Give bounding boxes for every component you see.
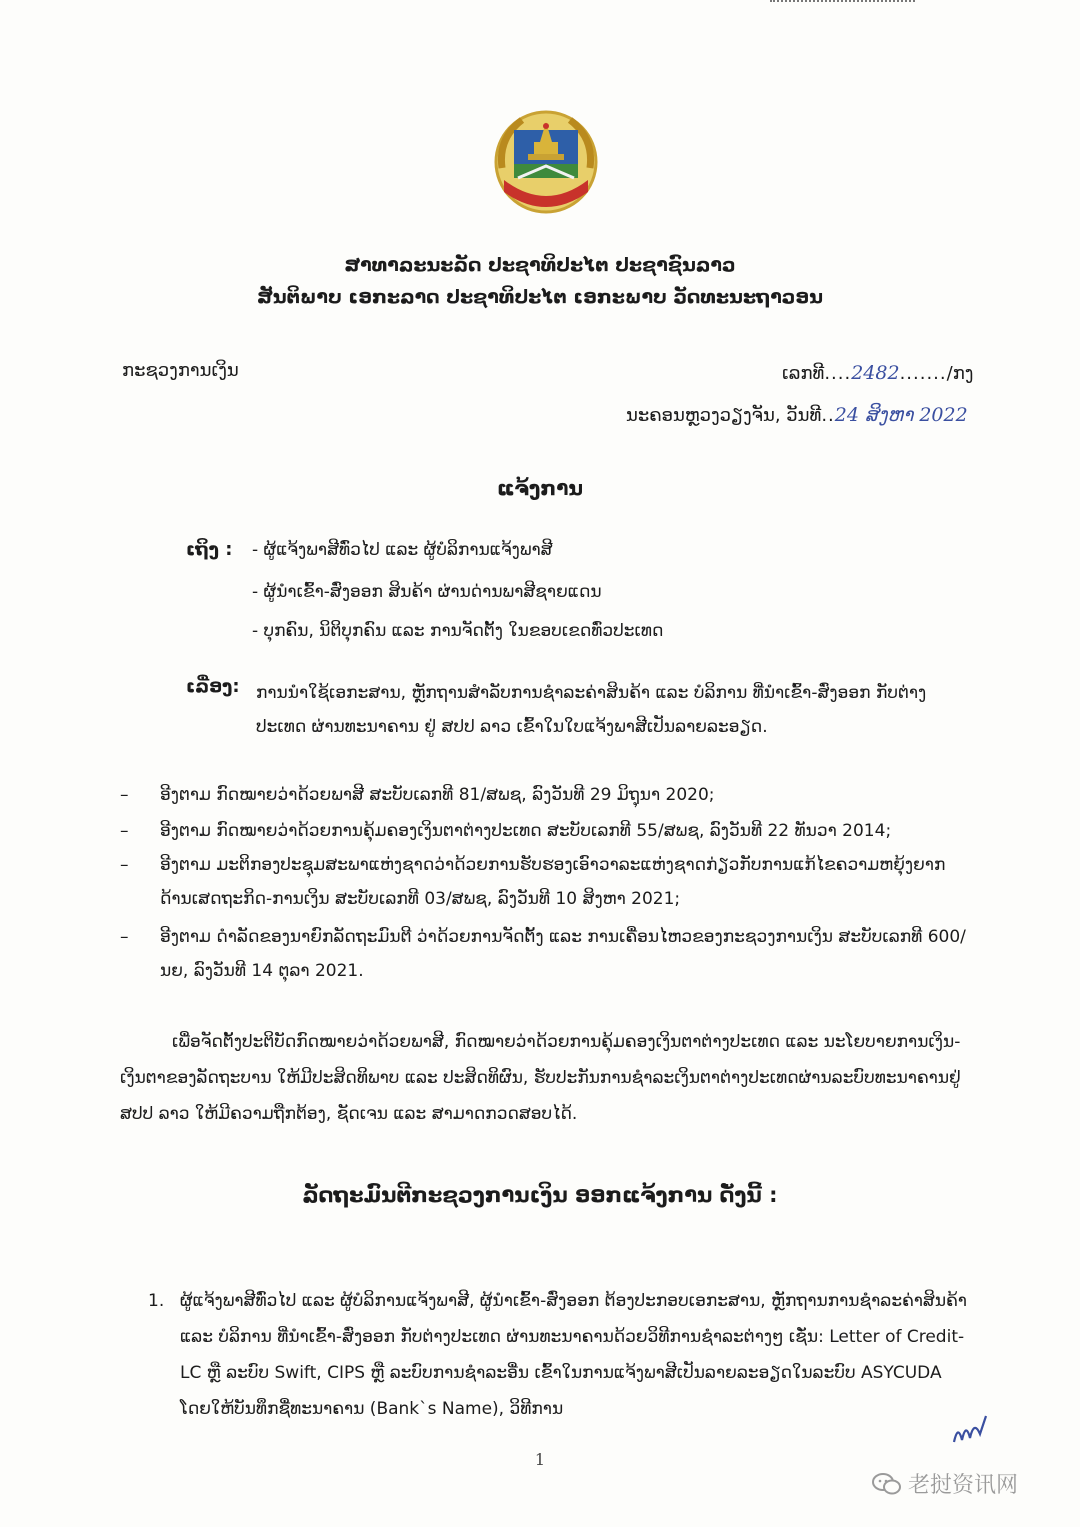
ministry-name: ກະຊວງການເງິນ	[122, 360, 239, 381]
legal-reference-4: – ອີງຕາມ ດໍາລັດຂອງນາຍົກລັດຖະມົນຕີ ວ່າດ້ວຍການຈັດຕັ້ງ ແລະ ການເຄື່ອນໄຫວຂອງກະຊວງການເງິນ ສະບັບເລກທີ 600/ນຍ, ລົງວັນທີ 14 ຕຸລາ 2021.	[120, 927, 966, 981]
reference-label: ເລກທີ	[782, 363, 825, 384]
handwritten-date: 24 ສິງຫາ 2022	[834, 404, 968, 426]
page-number: 1	[534, 1450, 546, 1469]
to-item-1: - ຜູ້ແຈ້ງພາສີທົ່ວໄປ ແລະ ຜູ້ບໍລິການແຈ້ງພາສີ	[252, 540, 553, 560]
header-motto: ສັນຕິພາບ ເອກະລາດ ປະຊາທິປະໄຕ ເອກະພາບ ວັດທະນະຖາວອນ	[257, 286, 823, 308]
to-label: ເຖິງ :	[186, 539, 233, 560]
numbered-item-1	[148, 1283, 970, 1427]
legal-reference-1: – ອີງຕາມ ກົດໝາຍວ່າດ້ວຍພາສີ ສະບັບເລກທີ 81/ສພຊ, ລົງວັນທີ 29 ມິຖຸນາ 2020;	[120, 785, 715, 805]
handwritten-initials-icon	[950, 1412, 990, 1448]
main-heading: ລັດຖະມົນຕີກະຊວງການເງິນ ອອກແຈ້ງການ ດັ່ງນີ້ :	[302, 1183, 778, 1207]
top-edge-mark	[770, 0, 915, 5]
legal-reference-2: – ອີງຕາມ ກົດໝາຍວ່າດ້ວຍການຄຸ້ມຄອງເງິນຕາຕ່າງປະເທດ ສະບັບເລກທີ 55/ສພຊ, ລົງວັນທີ 22 ທັນວາ 2014;	[120, 821, 892, 841]
national-emblem-icon	[488, 108, 604, 216]
notice-title: ແຈ້ງການ	[496, 476, 584, 500]
place-label: ນະຄອນຫຼວງວຽງຈັນ, ວັນທີ	[626, 405, 822, 426]
reference-number-line: ເລກທີ....2482......./ກງ	[782, 362, 974, 384]
item-text: ຜູ້ແຈ້ງພາສີທົ່ວໄປ ແລະ ຜູ້ບໍລິການແຈ້ງພາສີ, ຜູ້ນໍາເຂົ້າ-ສົ່ງອອກ ຕ້ອງປະກອບເອກະສານ, ຫຼັກຖານການຊໍາລະຄ່າສິນຄ້າ ແລະ ບໍລິການ ທີ່ນໍາເຂົ້າ-ສົ່ງອອກ ກັບຕ່າງປະເທດ ຜ່ານທະນາຄານດ້ວຍວິທີການຊໍາລະຕ່າງໆ ເຊັ່ນ: Letter of Credit-LC ຫຼື ລະບົບ Swift, CIPS ຫຼື ລະບົບການຊໍາລະອື່ນ ເຂົ້າໃນການແຈ້ງພາສີເປັນລາຍລະອຽດໃນລະບົບ ASYCUDA ໂດຍໃຫ້ບັນທຶກຊື່ທະນາຄານ (Bank`s Name), ວິທີການ	[180, 1291, 967, 1419]
to-item-2: - ຜູ້ນໍາເຂົ້າ-ສົ່ງອອກ ສິນຄ້າ ຜ່ານດ່ານພາສີຊາຍແດນ	[252, 582, 602, 602]
reference-suffix: /ກງ	[946, 363, 974, 384]
source-watermark	[872, 1468, 1018, 1499]
header-republic-name: ສາທາລະນະລັດ ປະຊາທິປະໄຕ ປະຊາຊົນລາວ	[344, 254, 736, 276]
watermark-text: 老挝资讯网	[908, 1473, 1019, 1498]
legal-reference-3: – ອີງຕາມ ມະຕິກອງປະຊຸມສະພາແຫ່ງຊາດວ່າດ້ວຍການຮັບຮອງເອົາວາລະແຫ່ງຊາດກ່ຽວກັບການແກ້ໄຂຄວາມຫຍຸ້ງຍາກດ້ານເສດຖະກິດ-ການເງິນ ສະບັບເລກທີ 03/ສພຊ, ລົງວັນທີ 10 ສິງຫາ 2021;	[120, 855, 946, 909]
place-date-line: ນະຄອນຫຼວງວຽງຈັນ, ວັນທີ..24 ສິງຫາ 2022	[626, 404, 968, 426]
to-item-3: - ບຸກຄົນ, ນິຕິບຸກຄົນ ແລະ ການຈັດຕັ້ງ ໃນຂອບເຂດທົ່ວປະເທດ	[252, 621, 664, 641]
subject-text: ການນໍາໃຊ້ເອກະສານ, ຫຼັກຖານສໍາລັບການຊໍາລະຄ່າສິນຄ້າ ແລະ ບໍລິການ ທີ່ນໍາເຂົ້າ-ສົ່ງອອກ ກັບຕ່າງປະເທດ ຜ່ານທະນາຄານ ຢູ່ ສປປ ລາວ ເຂົ້າໃນໃບແຈ້ງພາສີເປັນລາຍລະອຽດ.	[256, 683, 927, 737]
item-number: 1.	[148, 1291, 165, 1311]
chat-bubbles-icon	[872, 1471, 902, 1497]
subject-label: ເລື່ອງ:	[186, 676, 240, 697]
purpose-paragraph: ເພື່ອຈັດຕັ້ງປະຕິບັດກົດໝາຍວ່າດ້ວຍພາສີ, ກົດໝາຍວ່າດ້ວຍການຄຸ້ມຄອງເງິນຕາຕ່າງປະເທດ ແລະ ນະໂຍບາຍການເງິນ-ເງິນຕາຂອງລັດຖະບານ ໃຫ້ມີປະສິດທິພາບ ແລະ ປະສິດທິຜົນ, ຮັບປະກັນການຊໍາລະເງິນຕາຕ່າງປະເທດຜ່ານລະບົບທະນາຄານຢູ່ ສປປ ລາວ ໃຫ້ມີຄວາມຖືກຕ້ອງ, ຊັດເຈນ ແລະ ສາມາດກວດສອບໄດ້.	[120, 1032, 961, 1124]
reference-number: 2482	[851, 362, 900, 384]
